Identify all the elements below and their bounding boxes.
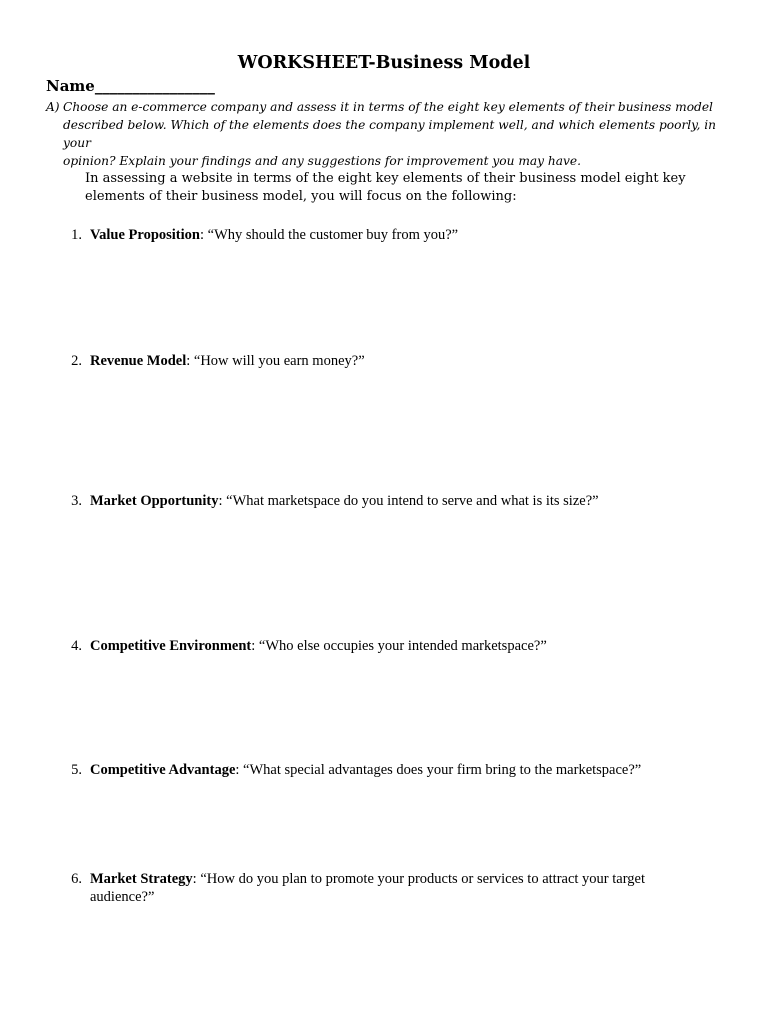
item-number: 5. [71,762,82,778]
intro-line-1: In assessing a website in terms of the eight key elements of their business model eight key [85,171,686,186]
item-number: 1. [71,227,82,243]
list-item-revenue-model [60,352,700,370]
item-question-continued: audience?” [90,889,155,905]
item-number: 3. [71,493,82,509]
item-question: : “How do you plan to promote your products or services to attract your target [192,871,646,887]
item-number: 4. [71,638,82,654]
list-item-market-opportunity [60,492,700,510]
list-item-competitive-advantage [60,761,700,779]
instruction-block [46,98,726,170]
instruction-label: A) [46,100,60,114]
item-term: Revenue Model [90,353,187,369]
item-term: Competitive Environment [90,638,252,654]
worksheet-title: WORKSHEET-Business Model [237,53,531,73]
item-question: : “How will you earn money?” [186,353,365,369]
item-question: : “Why should the customer buy from you?” [199,227,459,243]
item-question: : “What marketspace do you intend to serve and what is its size?” [218,493,599,509]
intro-paragraph [85,170,705,206]
item-term: Market Strategy [90,871,193,887]
instruction-line-2: described below. Which of the elements does the company implement well, and which elements poorly, in your [63,118,716,150]
list-item-value-proposition [60,226,700,244]
item-term: Competitive Advantage [90,762,236,778]
instruction-line-1: A) Choose an e-commerce company and assess it in terms of the eight key elements of their business model [46,100,713,114]
item-number: 2. [71,353,82,369]
item-question: : “Who else occupies your intended marketspace?” [251,638,547,654]
item-question: : “What special advantages does your firm bring to the marketspace?” [235,762,642,778]
list-item-competitive-environment [60,637,700,655]
name-field-label: Name________________ [46,77,215,95]
item-term: Value Proposition [90,227,200,243]
intro-line-2: elements of their business model, you will focus on the following: [85,189,517,204]
list-item-market-strategy [60,870,700,906]
item-term: Market Opportunity [90,493,219,509]
item-number: 6. [71,871,82,887]
instruction-line-3: opinion? Explain your findings and any suggestions for improvement you may have. [63,154,581,168]
